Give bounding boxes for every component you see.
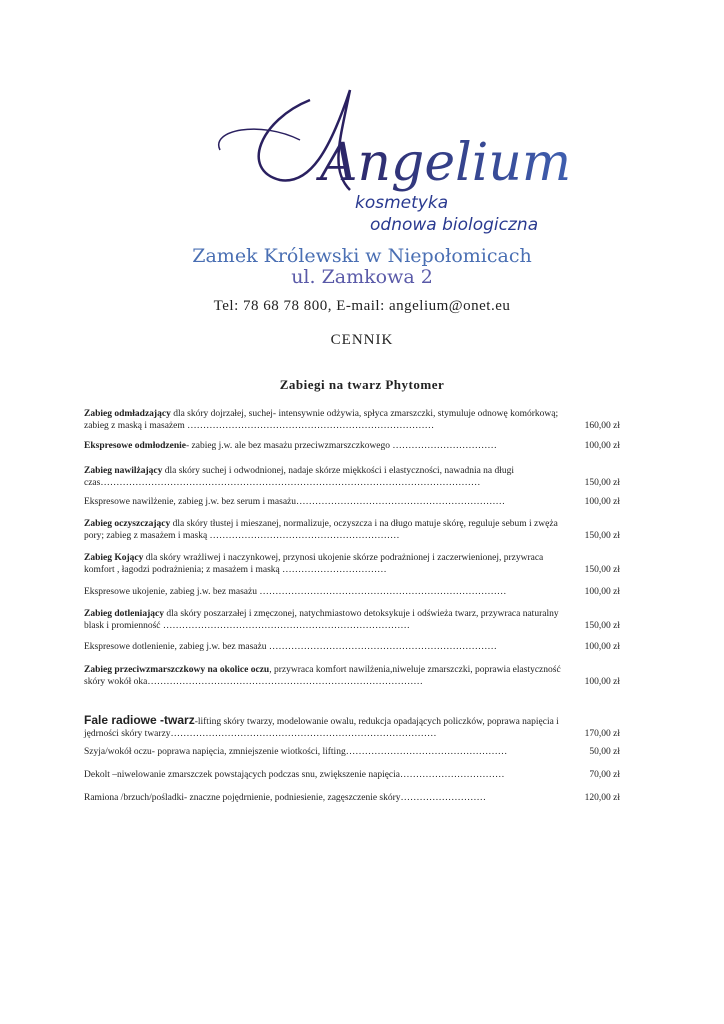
- price-item-text: dla skóry poszarzałej i zmęczonej, natychmiastowo detoksykuje i odświeża twarz, przywraca naturalny blask i promienność ……………………………………………………………………: [84, 609, 559, 631]
- price-item-text: dla skóry suchej i odwodnionej, nadaje skórze miękkości i elastyczności, nawadnia na długi czas…………………………………………………………………………………………………………: [84, 466, 515, 488]
- price-item-description: [84, 496, 564, 508]
- price-item-text: Ekspresowe nawilżenie, zabieg j.w. bez serum i masażu…………………………………………………………: [84, 497, 505, 507]
- price-item: [84, 496, 624, 508]
- price-item-name: Fale radiowe -twarz: [84, 713, 195, 727]
- price-item-text: dla skóry wrażliwej i naczynkowej, przynosi ukojenie skórze podrażnionej i zaczerwienionej, przywraca komfort , łagodzi podrażnienia; z masażem i maską ……………………………: [84, 553, 544, 575]
- address-line1: Zamek Królewski w Niepołomicach: [192, 245, 532, 267]
- price-item-name: Zabieg odmładzający: [84, 409, 171, 419]
- price-item: [84, 465, 624, 489]
- price-item: [84, 714, 624, 740]
- price-item-description: [84, 552, 564, 576]
- price-item-text: Ekspresowe ukojenie, zabieg j.w. bez masażu ……………………………………………………………………: [84, 587, 507, 597]
- price-item-text: dla skóry tłustej i mieszanej, normalizuje, oczyszcza i na długo matuje skórę, reguluje sebum i zwęża pory; zabieg z masażem i maską ……………………………………………………: [84, 519, 558, 541]
- price-item-price: 100,00 zł: [584, 587, 620, 597]
- price-item: [84, 440, 624, 452]
- contact-line: Tel: 78 68 78 800, E-mail: angelium@onet.eu: [213, 298, 511, 314]
- price-item: [84, 664, 624, 688]
- price-item-price: 50,00 zł: [589, 747, 620, 757]
- price-item-price: 150,00 zł: [584, 478, 620, 488]
- price-item-name: Zabieg oczyszczający: [84, 519, 171, 529]
- price-item-price: 150,00 zł: [584, 621, 620, 631]
- price-item: [84, 769, 624, 781]
- price-item-text: dla skóry dojrzałej, suchej- intensywnie odżywia, spłyca zmarszczki, stymuluje odnowę komórkową; zabieg z maską i masażem ……………………………………………………………………: [84, 409, 559, 431]
- price-item: [84, 746, 624, 758]
- logo-brand: Angelium: [320, 133, 572, 193]
- page-heading: CENNIK: [330, 332, 394, 348]
- price-item-name: Zabieg Kojący: [84, 553, 144, 563]
- section-title: Zabiegi na twarz Phytomer: [279, 377, 445, 392]
- price-item-description: [84, 465, 564, 489]
- price-item: [84, 586, 624, 598]
- price-item-name: Zabieg nawilżający: [84, 466, 163, 476]
- price-item: [84, 641, 624, 653]
- logo-line1: kosmetyka: [355, 193, 449, 213]
- price-item-description: [84, 714, 564, 740]
- price-item-price: 150,00 zł: [584, 531, 620, 541]
- price-item: [84, 792, 624, 804]
- price-item-description: [84, 518, 564, 542]
- price-item-text: -lifting skóry twarzy, modelowanie owalu, redukcja opadających policzków, poprawa napięcia i jędrności skóry twarzy…………………………………………………………………………: [84, 717, 559, 739]
- price-item-price: 70,00 zł: [589, 770, 620, 780]
- price-item-description: [84, 769, 564, 781]
- price-item-name: Zabieg dotleniający: [84, 609, 164, 619]
- address-line2: ul. Zamkowa 2: [291, 266, 433, 288]
- price-item-description: [84, 586, 564, 598]
- price-item-description: [84, 608, 564, 632]
- price-item-price: 100,00 zł: [584, 441, 620, 451]
- price-item-price: 100,00 zł: [584, 677, 620, 687]
- price-item: [84, 552, 624, 576]
- price-item-description: [84, 641, 564, 653]
- price-item-text: Ekspresowe dotlenienie, zabieg j.w. bez masażu ………………………………………………………………: [84, 642, 497, 652]
- price-item-price: 170,00 zł: [584, 729, 620, 739]
- price-item-text: Szyja/wokół oczu- poprawa napięcia, zmniejszenie wiotkości, lifting……………………………………………: [84, 747, 508, 757]
- logo-line2: odnowa biologiczna: [370, 215, 539, 235]
- angelium-logo: [200, 80, 572, 240]
- price-item: [84, 608, 624, 632]
- price-item-description: [84, 746, 564, 758]
- price-item-description: [84, 664, 564, 688]
- price-item-text: , przywraca komfort nawilżenia,niweluje zmarszczki, poprawia elastyczność skóry wokół oka……………………………………………………………………………: [84, 665, 561, 687]
- price-item: [84, 408, 624, 432]
- price-item-text: Dekolt –niwelowanie zmarszczek powstających podczas snu, zwiększenie napięcia……………………………: [84, 770, 505, 780]
- price-item-name: Zabieg przeciwzmarszczkowy na okolice oczu: [84, 665, 270, 675]
- price-item-description: [84, 408, 564, 432]
- price-item-price: 160,00 zł: [584, 421, 620, 431]
- price-item-description: [84, 792, 564, 804]
- price-item-price: 100,00 zł: [584, 642, 620, 652]
- price-item: [84, 518, 624, 542]
- price-item-price: 120,00 zł: [584, 793, 620, 803]
- price-item-price: 100,00 zł: [584, 497, 620, 507]
- price-item-text: - zabieg j.w. ale bez masażu przeciwzmarszczkowego ……………………………: [185, 441, 497, 451]
- price-item-text: Ramiona /brzuch/pośladki- znaczne pojędrnienie, podniesienie, zagęszczenie skóry………………………: [84, 793, 487, 803]
- price-item-description: [84, 440, 564, 452]
- price-item-price: 150,00 zł: [584, 565, 620, 575]
- price-item-name: Ekspresowe odmłodzenie: [84, 441, 186, 451]
